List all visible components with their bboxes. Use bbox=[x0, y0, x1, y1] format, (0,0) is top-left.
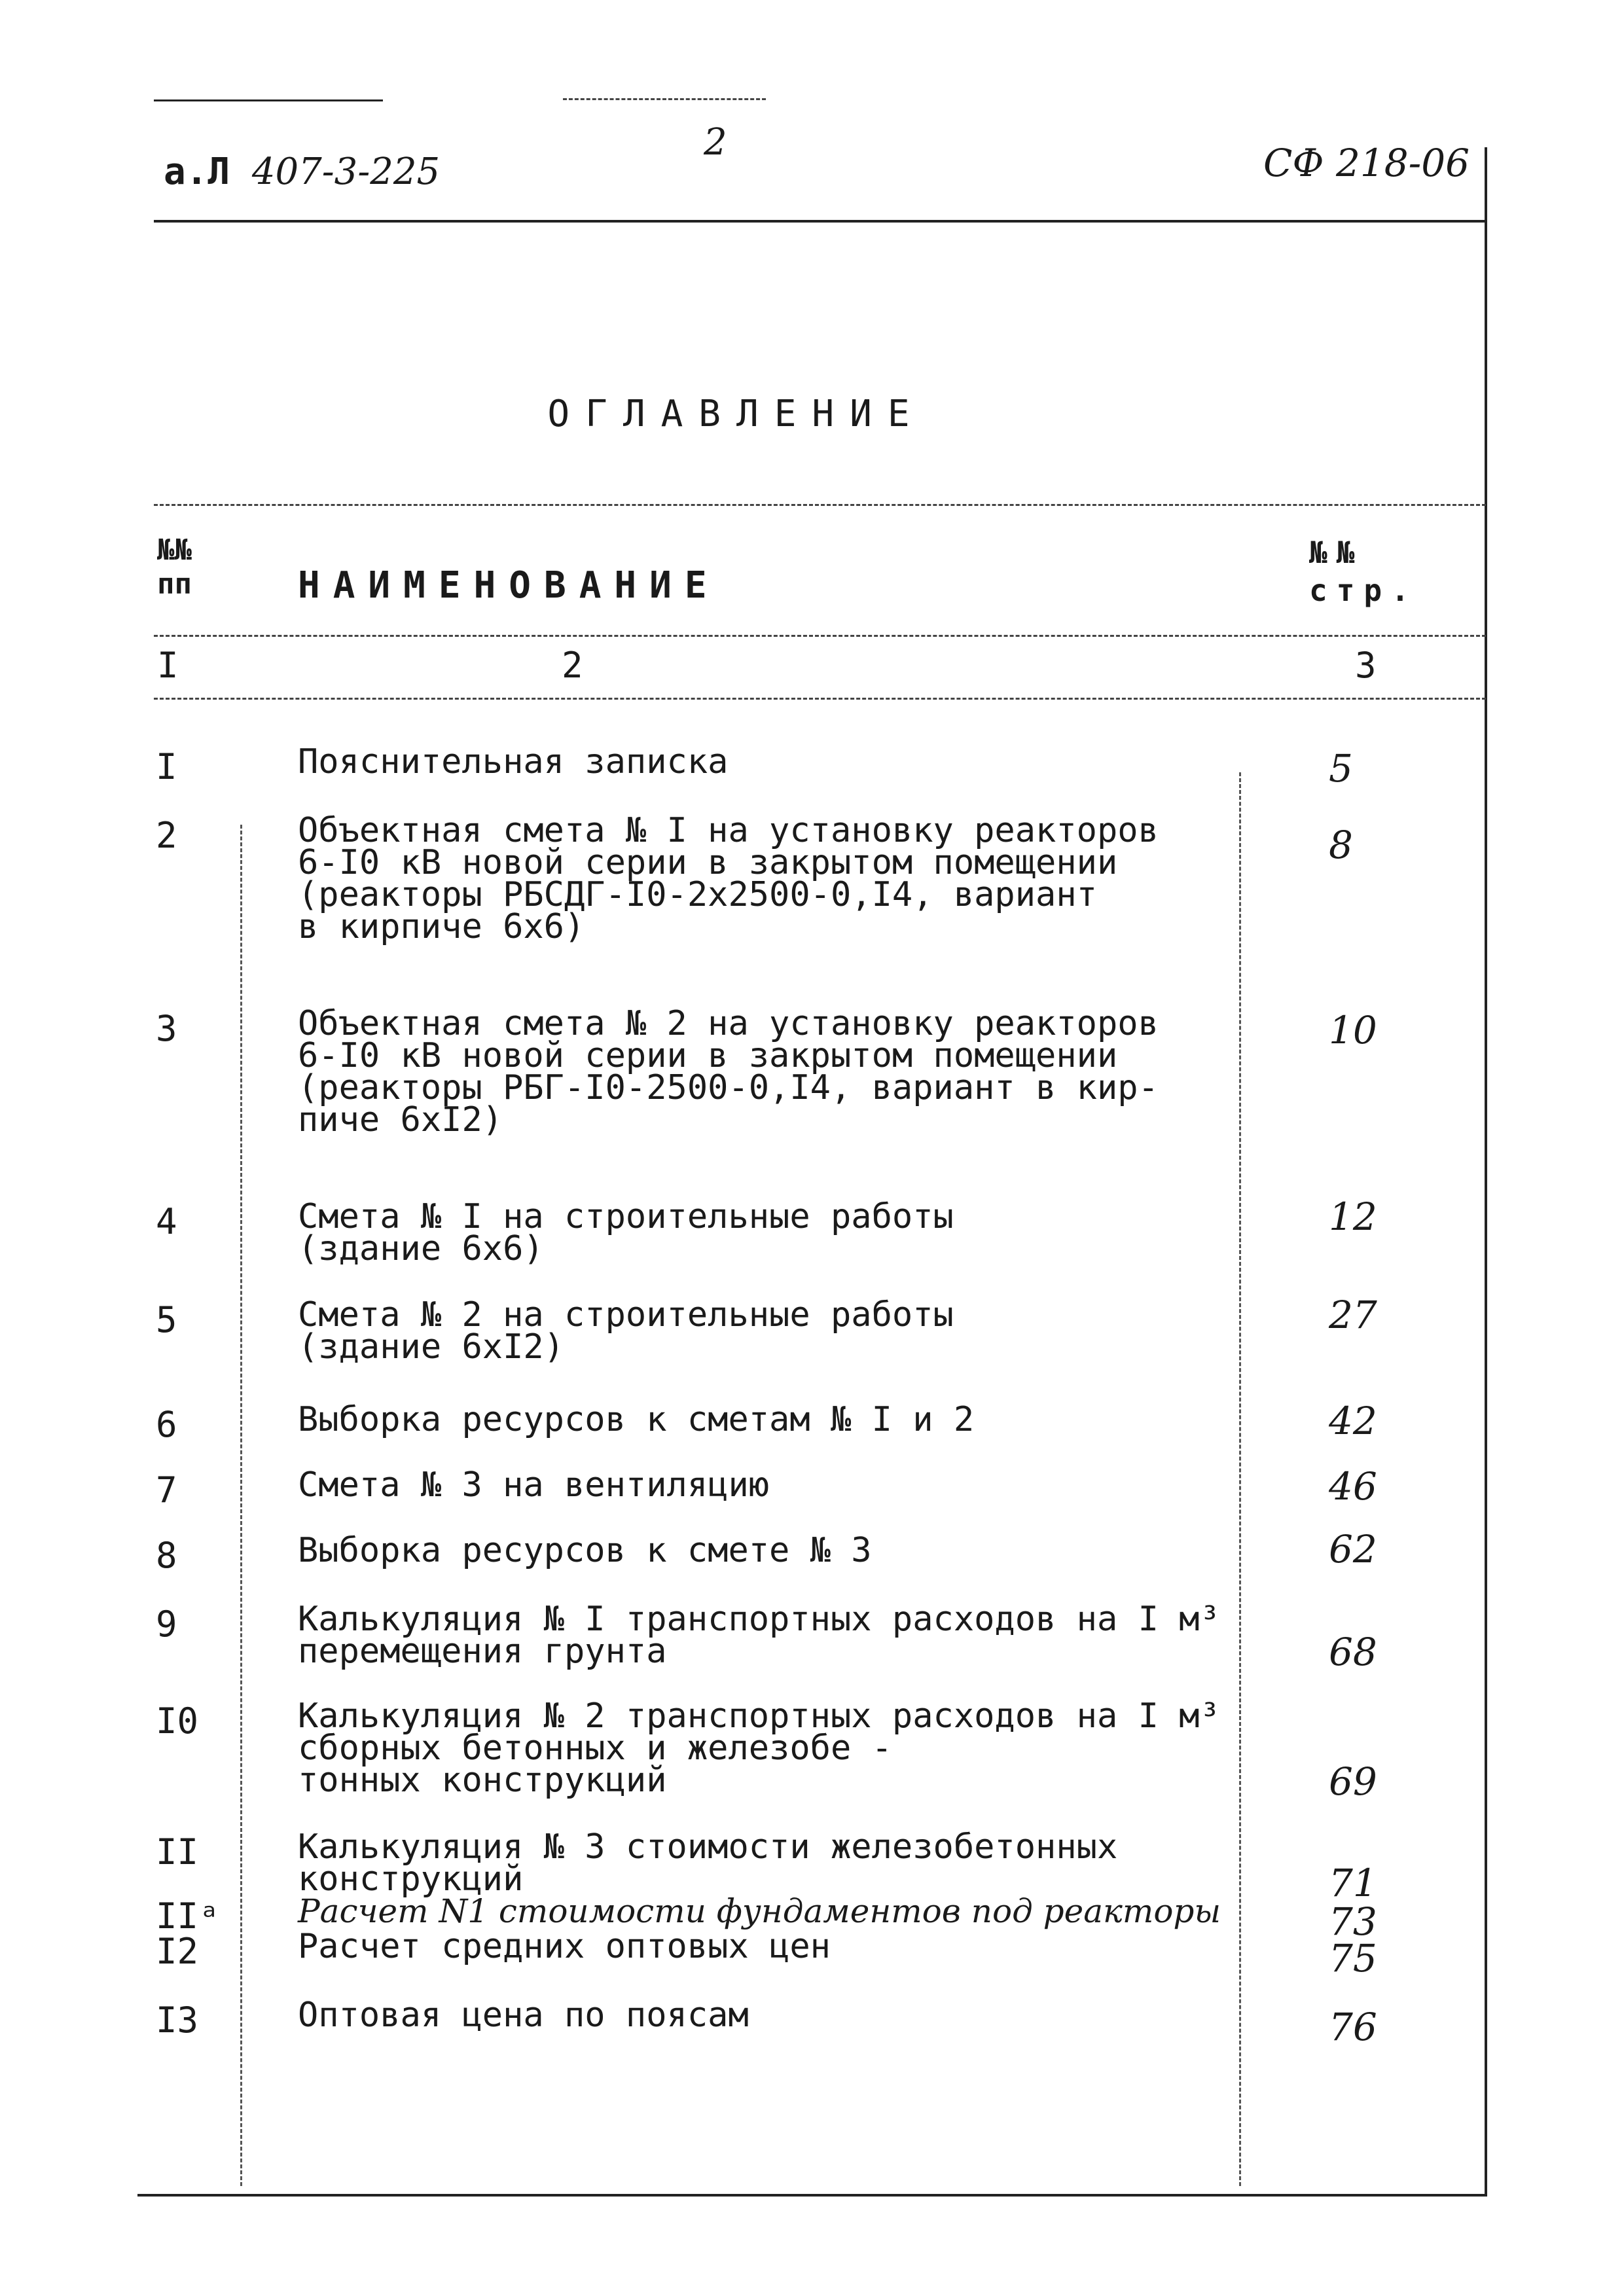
row-title: Объектная смета № I на установку реакторов 6-I0 кВ новой серии в закрытом помещении (реакторы РБСДГ-I0-2х2500-0,I4, вариант в кирпиче 6х6) bbox=[298, 811, 1159, 946]
row-number: IIᵃ bbox=[156, 1895, 220, 1937]
row-page: 68 bbox=[1329, 1630, 1377, 1674]
page-header-line1: №№ bbox=[1309, 535, 1364, 570]
row-title: Смета № I на строительные работы (здание 6х6) bbox=[298, 1197, 954, 1268]
table-header-top-rule bbox=[154, 504, 1486, 506]
row-number: I2 bbox=[156, 1931, 199, 1972]
series-label: а.Л bbox=[164, 151, 230, 193]
top-short-rule bbox=[154, 99, 383, 101]
row-title: Расчет N1 стоимости фундаментов под реакторы bbox=[298, 1892, 1221, 1930]
row-title: Выборка ресурсов к сметам № I и 2 bbox=[298, 1400, 975, 1439]
row-number: I3 bbox=[156, 2000, 199, 2041]
page-title: ОГЛАВЛЕНИЕ bbox=[547, 393, 926, 435]
row-title: Объектная смета № 2 на установку реакторов 6-I0 кВ новой серии в закрытом помещении (реакторы РБГ-I0-2500-0,I4, вариант в кир- пиче 6хI2) bbox=[298, 1004, 1159, 1139]
row-title: Расчет средних оптовых цен bbox=[298, 1927, 831, 1966]
row-number: 4 bbox=[156, 1201, 177, 1242]
row-number: 6 bbox=[156, 1404, 177, 1445]
right-border bbox=[1485, 147, 1487, 2196]
row-title: Оптовая цена по поясам bbox=[298, 1996, 749, 2035]
row-number: I0 bbox=[156, 1700, 199, 1742]
row-page: 69 bbox=[1329, 1759, 1377, 1804]
bottom-rule bbox=[137, 2194, 1487, 2197]
row-title: Выборка ресурсов к смете № 3 bbox=[298, 1531, 872, 1570]
row-page: 71 bbox=[1329, 1861, 1377, 1905]
row-number: 5 bbox=[156, 1299, 177, 1340]
row-title: Калькуляция № I транспортных расходов на I м³ перемещения грунта bbox=[298, 1600, 1220, 1671]
header-project-code bbox=[164, 151, 440, 193]
num-column-header bbox=[157, 533, 192, 601]
row-page: 62 bbox=[1329, 1527, 1377, 1571]
header-rule bbox=[154, 220, 1486, 223]
name-column-header: НАИМЕНОВАНИЕ bbox=[298, 564, 720, 607]
row-page: 46 bbox=[1329, 1464, 1377, 1509]
table-header-mid-rule bbox=[154, 635, 1486, 637]
row-title: Пояснительная записка bbox=[298, 742, 729, 781]
num-header-line2: пп bbox=[157, 567, 192, 601]
row-page: 75 bbox=[1329, 1936, 1377, 1981]
column-number-2: 2 bbox=[562, 645, 583, 686]
right-column-rule bbox=[1239, 772, 1241, 2186]
row-page: 73 bbox=[1329, 1899, 1377, 1944]
row-title: Смета № 2 на строительные работы (здание 6хI2) bbox=[298, 1295, 954, 1367]
row-number: 9 bbox=[156, 1604, 177, 1645]
row-page: 10 bbox=[1329, 1008, 1377, 1052]
row-page: 42 bbox=[1329, 1399, 1377, 1443]
row-title: Калькуляция № 2 транспортных расходов на I м³ сборных бетонных и железобе - тонных конструкций bbox=[298, 1696, 1220, 1800]
row-page: 27 bbox=[1329, 1293, 1377, 1337]
row-number: 3 bbox=[156, 1008, 177, 1049]
table-header-bottom-rule bbox=[154, 698, 1486, 700]
row-page: 8 bbox=[1329, 823, 1353, 867]
num-header-line1: №№ bbox=[157, 533, 192, 567]
page-header-line2: стр. bbox=[1309, 573, 1418, 608]
document-code: СФ 218-06 bbox=[1263, 141, 1470, 185]
row-number: II bbox=[156, 1831, 199, 1873]
row-title: Калькуляция № 3 стоимости железобетонных конструкций bbox=[298, 1827, 1118, 1899]
row-number: I bbox=[156, 746, 177, 787]
column-number-3: 3 bbox=[1355, 645, 1377, 686]
row-page: 12 bbox=[1329, 1194, 1377, 1239]
page-column-header bbox=[1309, 533, 1418, 609]
project-code: 407-3-225 bbox=[251, 151, 441, 193]
row-number: 2 bbox=[156, 815, 177, 856]
row-title: Смета № 3 на вентиляцию bbox=[298, 1465, 770, 1505]
row-number: 7 bbox=[156, 1469, 177, 1511]
row-page: 76 bbox=[1329, 2005, 1377, 2049]
column-number-1: I bbox=[157, 645, 179, 686]
page-number: 2 bbox=[704, 121, 727, 164]
row-page: 5 bbox=[1329, 746, 1353, 791]
left-column-rule bbox=[240, 825, 242, 2186]
top-dash-rule bbox=[563, 98, 766, 100]
row-number: 8 bbox=[156, 1535, 177, 1576]
